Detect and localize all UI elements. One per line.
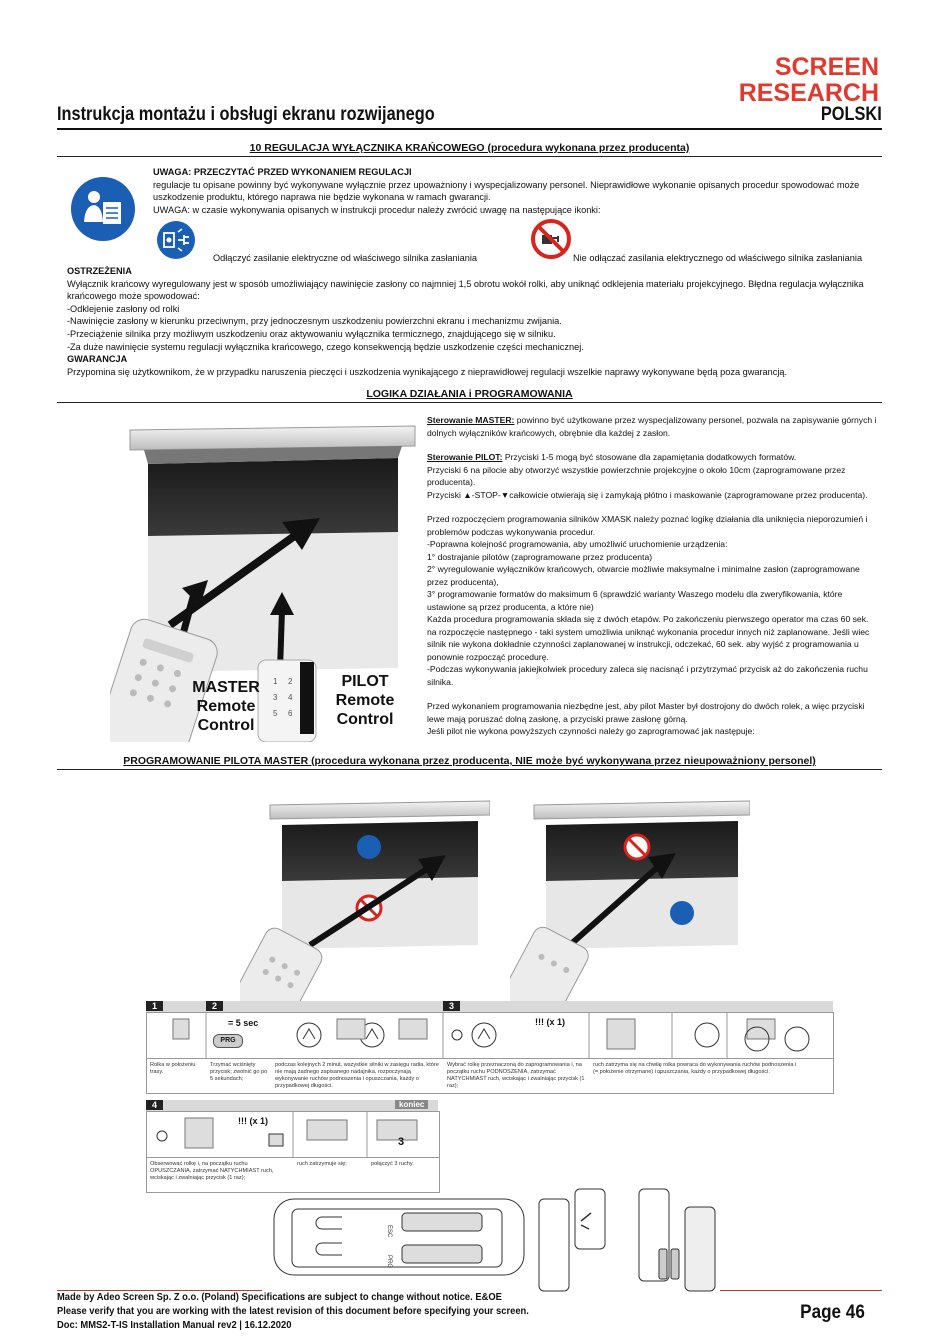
language-label: POLSKI xyxy=(821,104,882,125)
warning-line: krańcowego może spowodować: xyxy=(67,291,200,302)
section-rule xyxy=(57,769,882,770)
logic-line: Każda procedura programowania składa się z dwóch etapów. Po zakończeniu pierwszego operator ma czas 60 sek. xyxy=(427,614,869,624)
step-caption: ... rolka powraca do wykonywania ruchów podnoszenia i opuszczania, każdy o przypadkowej długości. xyxy=(657,1062,797,1075)
warning-line: -Za duże nawinięcie systemu regulacji wyłącznika krańcowego, czego konsekwencją będzie uszkodzenie części mechanicznej. xyxy=(67,341,584,352)
logic-line: lewe mają poruszać dolną zasłonę, a przyciski prawe zasłonę górną. xyxy=(427,713,688,724)
section-rule xyxy=(57,156,882,157)
pilot-label-line: PILOT xyxy=(341,673,389,690)
pilot-remote-label xyxy=(330,672,400,729)
warning-line: Wyłącznik krańcowy wyregulowany jest w sposób umożliwiający nawinięcie zasłony co najmniej 1,5 obrotu wokół rolki, aby uniknąć odklejenia materiału projekcyjnego. Błędna regulacja wyłącznika xyxy=(67,278,864,289)
screen-illustration-left xyxy=(240,795,490,1005)
logic-line: Przyciski 6 na pilocie aby otworzyć wszystkie powierzchnie projekcyjne o około 10cm (zaprogramowane przez xyxy=(427,464,846,475)
step4-illustrations xyxy=(147,1112,439,1158)
page-number: Page 46 xyxy=(800,1302,865,1323)
logic-line: przez producenta), xyxy=(427,576,499,587)
logic-line-text: Przyciski 1-5 mogą być stosowane dla zapamiętania dodatkowych formatów. xyxy=(502,452,797,462)
read-manual-icon xyxy=(70,176,136,242)
section-10-heading: 10 REGULACJA WYŁĄCZNIKA KRAŃCOWEGO (procedura wykonana przez producenta) xyxy=(249,142,690,154)
master-label-line: Control xyxy=(197,717,255,734)
warnings-title: OSTRZEŻENIA xyxy=(67,266,132,276)
logic-line: na rozpoczęcie następnego - taki system umożliwia uniknąć wykonania procedur innych niż zaplanowane. Jeśli wiec xyxy=(427,626,870,637)
step-number-1: 1 xyxy=(146,1001,163,1011)
svg-text:5: 5 xyxy=(273,709,278,718)
end-label: koniec xyxy=(395,1100,428,1109)
remote-battery-drawing xyxy=(272,1195,527,1280)
logic-line: silnik nie wykona dokładnie czynności zaplanowanej w instrukcji, odczekać, 60 sek. aby wyjść z programowania u xyxy=(427,639,859,649)
uwaga-title: UWAGA: PRZECZYTAĆ PRZED WYKONANIEM REGULACJI xyxy=(153,167,412,177)
step4-panel xyxy=(146,1111,440,1159)
logic-line: 2° wyregulowanie wyłączników krańcowych, otwarcie możliwie maksymalne i minimalne zasłon (zaprogramowane xyxy=(427,564,860,574)
logic-line: Przed rozpoczęciem programowania silników XMASK należy poznać logikę działania dla uniknięcia nieporozumień i xyxy=(427,514,868,524)
warning-line: -Nawinięcie zasłony w kierunku przeciwnym, przy jednoczesnym uszkodzeniu powierzchni ekranu i mechanizmu zwijania. xyxy=(67,316,562,327)
warning-line: -Przeciążenie silnika przy możliwym uszkodzeniu oraz aktywowaniu wyłącznika termicznego, znajdującego się w silniku. xyxy=(67,328,556,339)
logic-line xyxy=(427,451,897,464)
step-caption: Trzymać wciśnięty przycisk; zwolnić go po 5 sekundach; xyxy=(210,1062,268,1082)
uwaga-text: UWAGA: w czasie wykonywania opisanych w instrukcji procedur należy zwrócić uwagę na następujące ikonki: xyxy=(153,204,601,215)
disconnect-label: Odłączyć zasilanie elektryczne od właściwego silnika zasłaniania xyxy=(213,253,478,263)
disconnect-power-icon xyxy=(156,220,196,260)
press-once-label: !!! (x 1) xyxy=(535,1017,565,1027)
logic-line: dolnych wyłączników krańcowych, obrębnie dla każdej z zasłon. xyxy=(427,427,671,438)
prg-button-icon: PRG xyxy=(213,1034,243,1048)
esc-label: ESC xyxy=(386,1225,392,1238)
section-rule xyxy=(57,402,882,403)
logic-line: -Podczas wykonywania jakiejkolwiek procedury zaleca się nacisnąć i przytrzymać przycisk aż do zakończenia ruchu xyxy=(427,664,868,674)
logic-text xyxy=(427,414,897,738)
programming-heading: PROGRAMOWANIE PILOTA MASTER (procedura wykonana przez producenta, NIE może być wykonywana przez nieupoważniony personel) xyxy=(123,755,816,767)
master-remote-label xyxy=(183,678,269,735)
svg-text:1: 1 xyxy=(273,677,278,686)
pilot-label-line: Control xyxy=(336,711,394,728)
guarantee-title: GWARANCJA xyxy=(67,354,128,365)
pilot-label-line: Remote xyxy=(335,692,395,709)
logic-line: silnika. xyxy=(427,676,454,687)
step-captions-row1 xyxy=(146,1058,834,1094)
step-number-4: 4 xyxy=(146,1100,163,1110)
step-strip-header xyxy=(146,1001,833,1012)
warning-line: -Odklejenie zasłony od rolki xyxy=(67,303,180,314)
pilot-control-term: Sterowanie PILOT: xyxy=(427,452,503,462)
uwaga-block xyxy=(153,166,873,216)
master-label-line: Remote xyxy=(196,698,256,715)
do-not-disconnect-icon xyxy=(530,218,572,260)
step-number-2: 2 xyxy=(206,1001,223,1011)
logic-line: Przed wykonaniem programowania niezbędne jest, aby pilot Master był dostrojony do dwóch rolek, a więc przyciski xyxy=(427,701,865,711)
document-title: Instrukcja montażu i obsługi ekranu rozwijanego xyxy=(57,104,435,125)
screen-illustration-right xyxy=(510,795,750,1005)
logic-line: ustawione są przez producenta, a które nie) xyxy=(427,601,594,612)
step-caption: Wybrać rolkę przeznaczoną do zaprogramowania i, na początku ruchu PODNOSZENIA, zatrzymać NATYCHMIAST ruch, wciskając i zwalniając przycisk (1 raz); xyxy=(447,1062,585,1089)
step4-captions xyxy=(146,1157,440,1193)
step-caption: Rolka w położeniu trasy. xyxy=(150,1062,196,1075)
logic-line: 1° dostrajanie pilotów (zaprogramowane przez producenta) xyxy=(427,551,653,562)
svg-text:3: 3 xyxy=(273,693,278,702)
prg-label: PRG xyxy=(386,1255,392,1269)
step-caption: połączyć 3 ruchy. xyxy=(371,1161,414,1167)
uwaga-text: regulacje tu opisane powinny być wykonywane wyłącznie przez upoważniony i wyspecjalizowany personel. Nieprawidłowe wykonanie opisanych procedur spowodować może xyxy=(153,179,860,190)
warnings-block xyxy=(67,265,887,378)
step-caption: ruch zatrzymuje się; xyxy=(297,1161,347,1167)
logic-line: producenta). xyxy=(427,477,476,487)
svg-text:4: 4 xyxy=(288,693,293,702)
step-caption: ruch zatrzyma się na chwilę (= położenie otrzymane) i ... xyxy=(593,1062,663,1075)
step-number-3: 3 xyxy=(443,1001,460,1011)
footer-line: Doc: MMS2-T-IS Installation Manual rev2 | 16.12.2020 xyxy=(57,1320,292,1331)
logic-line: Przyciski ▲-STOP-▼całkowicie otwierają się i zamykają płótno i maskowanie (zaprogramowane przez producenta). xyxy=(427,489,868,500)
logic-line: Jeśli pilot nie wykona powyższych czynności należy go zaprogramować jak następuje: xyxy=(427,726,755,736)
logic-line: -Poprawna kolejność programowania, aby umożliwić uruchomienie urządzenia: xyxy=(427,539,728,549)
footer-rule-right xyxy=(720,1290,882,1291)
uwaga-text: uszkodzenie produktu, którego naprawa nie będzie wykonana w ramach gwarancji. xyxy=(153,192,491,203)
footer-line: Please verify that you are working with the latest revision of this document before specifying your screen. xyxy=(57,1306,529,1317)
logo-line-screen: SCREEN xyxy=(774,53,879,81)
five-seconds-label: = 5 sec xyxy=(228,1018,259,1028)
logic-heading: LOGIKA DZIAŁANIA i PROGRAMOWANIA xyxy=(366,388,573,400)
step-caption: Obserwować rolkę i, na początku ruchu OPUSZCZANIA, zatrzymać NATYCHMIAST ruch, wciskając i zwalniając przycisk (1 raz); xyxy=(150,1161,274,1181)
do-not-disconnect-label: Nie odłączać zasilania elektrycznego od właściwego silnika zasłaniania xyxy=(573,253,863,263)
remote-disassembly-drawing xyxy=(535,1185,720,1295)
logo-line-research: RESEARCH xyxy=(738,79,879,104)
guarantee-line: Przypomina się użytkownikom, że w przypadku naruszenia pieczęci i uszkodzenia wynikającego z nieprawidłowej regulacji wszelkie naprawy wykonywane będą poza gwarancją. xyxy=(67,366,788,377)
footer-text xyxy=(57,1291,529,1333)
press-once-label-step4: !!! (x 1) xyxy=(238,1116,268,1126)
logic-line: problemów podczas wykonywania procedur. xyxy=(427,526,596,537)
step-caption: podczas kolejnych 2 minut, wszystkie silniki w zasięgu radia, które nie mają żadnego zapisanego nadajnika, rozpoczynają wykonywanie ruchów podnoszenia i opuszczania, każdy o przypadkowej długości. xyxy=(275,1062,439,1089)
logic-line-text: powinno być użytkowane przez wyspecjalizowany personel, pozwala na zapisywanie górnych i xyxy=(514,415,877,425)
footer-line: Made by Adeo Screen Sp. Z o.o. (Poland) Specifications are subject to change without notice. E&OE xyxy=(57,1292,502,1303)
header-rule xyxy=(57,128,882,130)
logic-line xyxy=(427,414,897,427)
svg-text:6: 6 xyxy=(288,709,293,718)
svg-text:2: 2 xyxy=(288,677,293,686)
three-moves-label: 3 xyxy=(398,1136,405,1148)
logic-line: ponownie rozpocząć procedurę. xyxy=(427,651,549,662)
screen-research-logo xyxy=(668,52,883,104)
master-control-term: Sterowanie MASTER: xyxy=(427,415,515,425)
logic-line: 3° programowanie formatów do maksimum 6 (sprawdzić warianty Waszego modelu dla zweryfikowania, które xyxy=(427,589,843,599)
master-label-line: MASTER xyxy=(192,679,260,696)
